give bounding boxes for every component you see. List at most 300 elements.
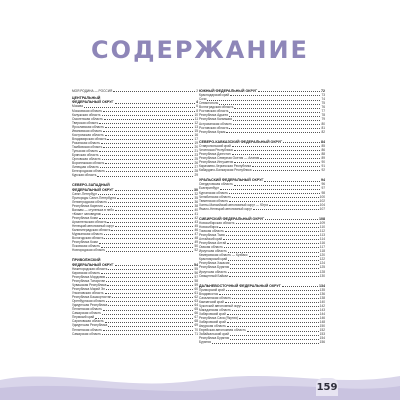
leader-dots: [230, 335, 319, 336]
entry-title: Костромская область: [72, 132, 104, 137]
leader-dots: [111, 230, 193, 231]
entry-title: Тамбовская область: [72, 144, 103, 149]
leader-dots: [219, 104, 320, 105]
section-title-line: ФЕДЕРАЛЬНЫЙ ОКРУГ: [72, 262, 114, 267]
entry-page-number: 38: [194, 203, 198, 208]
entry-title: Республика Калмыкия: [199, 117, 233, 122]
entry-page-number: 90: [321, 160, 325, 165]
entry-page-number: 20: [194, 144, 198, 149]
entry-title: Сахалинская область: [199, 295, 232, 300]
leader-dots: [106, 301, 193, 302]
leader-dots: [103, 310, 193, 311]
entry-title: Чукотский автономный округ: [199, 303, 242, 308]
entry-title: Владивосток: [199, 291, 219, 296]
entry-title: Пермский край: [72, 315, 95, 320]
leader-dots: [115, 210, 194, 211]
entry-page-number: 58: [194, 278, 198, 283]
entry-page-number: 65: [194, 307, 198, 312]
entry-title: Священный Байкал: [199, 273, 229, 278]
section-page-number: 94: [321, 178, 325, 183]
entry-page-number: 28: [194, 169, 198, 174]
leader-dots: [234, 185, 321, 186]
section-page-number: 54: [194, 262, 198, 267]
entry-title: Челябинская область: [199, 194, 231, 199]
entry-page-number: 52: [194, 248, 198, 253]
entry-page-number: 91: [321, 164, 325, 169]
entry-title: Калужская область: [72, 112, 101, 117]
leader-dots: [258, 91, 320, 92]
section-page-number: 4: [196, 100, 198, 105]
entry-page-number: 23: [194, 153, 198, 158]
entry-title: Астраханская область: [199, 121, 233, 126]
leader-dots: [95, 318, 193, 319]
section-title-line: СЕВЕРО-КАВКАЗСКИЙ ФЕДЕРАЛЬНЫЙ ОКРУГ: [199, 139, 283, 144]
leader-dots: [253, 170, 321, 171]
section-title-line: УРАЛЬСКИЙ ФЕДЕРАЛЬНЫЙ ОКРУГ: [199, 178, 264, 183]
entry-title: Удмуртская Республика: [72, 303, 108, 308]
entry-title: Карачаево-Черкесская Республика: [199, 164, 251, 169]
leader-dots: [228, 272, 319, 273]
entry-title: Тюменская область: [199, 198, 229, 203]
entry-page-number: 67: [194, 315, 198, 320]
entry-title: Самарская область: [72, 311, 102, 316]
entry-title: Курганская область: [199, 190, 229, 195]
leader-dots: [230, 268, 319, 269]
section-title-line: СИБИРСКИЙ ФЕДЕРАЛЬНЫЙ ОКРУГ: [199, 216, 265, 221]
leader-dots: [104, 119, 194, 120]
entry-title: Москва: [72, 104, 83, 109]
entry-page-number: 120: [319, 253, 325, 258]
entry-title: Чеченская Республика: [199, 147, 233, 152]
entry-title: Ханты-Мансийский автономный округ — Югра: [199, 202, 268, 207]
entry-title: Вологодская область: [72, 236, 104, 241]
entry-title: Московская область: [72, 108, 103, 113]
entry-page-number: 109: [319, 220, 325, 225]
entry-page-number: 102: [319, 198, 325, 203]
entry-page-number: 138: [319, 295, 325, 300]
leader-dots: [227, 314, 319, 315]
leader-dots: [106, 171, 193, 172]
leader-dots: [103, 111, 195, 112]
leader-dots: [106, 289, 194, 290]
entry-page-number: 11: [194, 116, 198, 121]
entry-title: Свердловская область: [199, 182, 233, 187]
entry-title: Республика Тыва: [199, 233, 225, 238]
section-page-number: 72: [321, 89, 325, 93]
entry-title: Липецкая область: [72, 165, 99, 170]
leader-dots: [106, 251, 193, 252]
entry-page-number: 153: [319, 332, 325, 337]
leader-dots: [113, 91, 195, 92]
entry-page-number: 56: [194, 270, 198, 275]
leader-dots: [115, 103, 195, 104]
entry-page-number: 36: [194, 199, 198, 204]
section-title-line: ЮЖНЫЙ ФЕДЕРАЛЬНЫЙ ОКРУГ: [199, 89, 258, 93]
entry-page-number: 97: [321, 186, 325, 191]
entry-title: Чувашская Республика: [72, 283, 107, 287]
entry-title: Республика Саха (Якутия): [199, 316, 238, 321]
entry-title: Нижегородская область: [72, 266, 108, 271]
leader-dots: [100, 167, 194, 168]
toc-section-heading[interactable]: [72, 183, 198, 191]
entry-page-number: 40: [194, 207, 198, 212]
entry-page-number: 10: [194, 112, 198, 117]
entry-title: Приморский край: [199, 287, 225, 292]
entry-title: Красноярский край: [199, 257, 228, 262]
entry-title: Республика Хакасия: [199, 261, 230, 266]
entry-page-number: 43: [194, 220, 198, 225]
leader-dots: [234, 108, 320, 109]
leader-dots: [233, 120, 320, 121]
entry-page-number: 144: [319, 312, 325, 317]
entry-page-number: 15: [194, 128, 198, 133]
entry-title: Воронежская область: [72, 161, 105, 166]
leader-dots: [227, 322, 319, 323]
entry-title: Сочи: [199, 97, 207, 102]
entry-page-number: 48: [194, 236, 198, 241]
section-title-line: ПРИВОЛЖСКИЙ: [72, 258, 101, 263]
section-title-line: ФЕДЕРАЛЬНЫЙ ОКРУГ: [72, 187, 114, 192]
entry-page-number: 124: [319, 261, 325, 266]
entry-page-number: 63: [194, 299, 198, 304]
leader-dots: [105, 163, 193, 164]
entry-title: Белгородская область: [72, 169, 106, 174]
entry-title: Самарская область: [72, 331, 102, 336]
entry-page-number: 116: [319, 241, 325, 246]
toc-section-heading[interactable]: [72, 96, 198, 104]
leader-dots: [105, 293, 194, 294]
entry-title: Республика Марий Эл: [72, 287, 105, 292]
entry-title: Республика Коми: [72, 240, 98, 245]
leader-dots: [104, 238, 193, 239]
entry-page-number: 88: [321, 151, 325, 156]
leader-dots: [102, 314, 193, 315]
leader-dots: [207, 100, 320, 101]
entry-title: Мурманская область: [72, 232, 103, 237]
entry-page-number: 68: [194, 319, 198, 324]
leader-dots: [264, 181, 320, 182]
leader-dots: [229, 112, 320, 113]
entry-page-number: 82: [321, 129, 325, 134]
entry-title: Амурская область: [199, 324, 226, 329]
toc-left-column: [72, 89, 198, 336]
entry-page-number: 27: [194, 165, 198, 170]
entry-page-number: 47: [194, 232, 198, 237]
leader-dots: [108, 326, 193, 327]
leader-dots: [232, 298, 319, 299]
entry-page-number: 117: [319, 245, 325, 250]
entry-page-number: 156: [319, 340, 325, 345]
leader-dots: [107, 222, 193, 223]
entry-title: Республика Адыгея: [199, 113, 229, 118]
leader-dots: [105, 322, 194, 323]
entry-page-number: 136: [319, 291, 325, 296]
leader-dots: [105, 127, 193, 128]
entry-page-number: 41: [194, 211, 198, 216]
leader-dots: [101, 143, 193, 144]
entry-title: Омская область: [199, 245, 223, 250]
entry-page-number: 73: [321, 93, 325, 98]
leader-dots: [229, 276, 318, 277]
leader-dots: [229, 193, 320, 194]
entry-title: Ростовская область: [199, 125, 229, 130]
leader-dots: [223, 239, 319, 240]
entry-title: Ульяновская область: [72, 291, 104, 296]
decorative-wave: [0, 340, 400, 400]
leader-dots: [115, 265, 193, 266]
entry-page-number: 104: [319, 202, 325, 207]
entry-page-number: 89: [321, 156, 325, 161]
leader-dots: [107, 139, 193, 140]
leader-dots: [103, 131, 193, 132]
entry-page-number: 78: [321, 113, 325, 118]
leader-dots: [99, 123, 193, 124]
entry-page-number: 135: [319, 287, 325, 292]
entry-title: Новосибирская область: [199, 220, 235, 225]
leader-dots: [236, 223, 319, 224]
entry-title: Бурятия: [199, 340, 212, 345]
section-title-line: ФЕДЕРАЛЬНЫЙ ОКРУГ: [72, 100, 114, 105]
entry-title: Алтайский край: [199, 237, 223, 242]
entry-title: Кировская область: [72, 270, 101, 275]
leader-dots: [234, 150, 321, 151]
entry-title: Ставропольский край: [199, 143, 231, 148]
entry-title: Курская область: [72, 173, 97, 178]
entry-page-number: 21: [194, 148, 198, 153]
entry-page-number: 59: [194, 283, 198, 287]
entry-page-number: 85: [321, 143, 325, 148]
leader-dots: [105, 135, 194, 136]
leader-dots: [106, 281, 193, 282]
entry-page-number: 60: [194, 287, 198, 292]
entry-title: Ямало-Ненецкий автономный округ: [199, 206, 252, 211]
entry-page-number: 79: [321, 117, 325, 122]
entry-title: Тверская область: [72, 120, 99, 125]
toc-right-column: [199, 89, 325, 344]
section-title-line: СЕВЕРО-ЗАПАДНЫЙ: [72, 183, 110, 188]
leader-dots: [106, 277, 193, 278]
entry-page-number: 6: [196, 104, 198, 109]
entry-page-number: 110: [319, 224, 325, 229]
entry-page-number: 125: [319, 265, 325, 270]
leader-dots: [232, 197, 319, 198]
leader-dots: [102, 214, 194, 215]
entry-page-number: 128: [319, 269, 325, 274]
entry-page-number: 112: [319, 229, 325, 234]
entry-title: Оренбургская область: [72, 299, 106, 304]
entry-title: Новгородская область: [72, 248, 106, 253]
entry-title: Забайкальский край: [199, 332, 229, 337]
leader-dots: [225, 231, 319, 232]
entry-title: Томская область: [199, 229, 224, 234]
entry-title: Екатеринбург: [199, 186, 220, 191]
entry-page-number: 42: [194, 215, 198, 220]
leader-dots: [252, 166, 320, 167]
entry-title: Рязанская область: [72, 140, 100, 145]
entry-title: Камчатский край: [199, 299, 224, 304]
leader-dots: [220, 189, 320, 190]
entry-page-number: 16: [194, 132, 198, 137]
toc-section-heading[interactable]: [72, 258, 198, 266]
entry-page-number: 2: [196, 89, 198, 93]
entry-page-number: 50: [194, 244, 198, 249]
entry-page-number: 35: [194, 195, 198, 200]
entry-page-number: 29: [194, 173, 198, 178]
leader-dots: [108, 202, 193, 203]
entry-page-number: 70: [194, 327, 198, 332]
entry-title: Республика Бурятия: [199, 265, 230, 270]
entry-page-number: 66: [194, 311, 198, 316]
entry-page-number: 146: [319, 316, 325, 321]
entry-page-number: 75: [321, 101, 325, 106]
leader-dots: [99, 243, 194, 244]
leader-dots: [99, 151, 193, 152]
leader-dots: [219, 294, 319, 295]
entry-page-number: 8: [196, 108, 198, 113]
entry-title: Республика Северная Осетия — Алания: [199, 156, 260, 161]
entry-title: Ненецкий автономный округ: [72, 224, 114, 229]
entry-page-number: 113: [319, 233, 325, 238]
entry-page-number: 100: [319, 194, 325, 199]
entry-page-number: 61: [194, 291, 198, 296]
entry-title: Республика Бурятия: [199, 336, 230, 341]
leader-dots: [226, 290, 319, 291]
page-number: 159: [316, 378, 338, 396]
entry-page-number: 64: [194, 303, 198, 308]
entry-title: Хабаровский край: [199, 312, 226, 317]
entry-title: Архангельская область: [72, 220, 107, 225]
entry-title: Тульская область: [72, 148, 99, 153]
leader-dots: [227, 243, 319, 244]
entry-page-number: 17: [194, 136, 198, 141]
entry-page-number: 81: [321, 125, 325, 130]
entry-page-number: 77: [321, 109, 325, 114]
section-title-line: ЦЕНТРАЛЬНЫЙ: [72, 96, 101, 101]
entry-title: Республика Коми: [72, 215, 98, 220]
leader-dots: [233, 124, 320, 125]
entry-page-number: 118: [319, 249, 325, 254]
leader-dots: [260, 158, 320, 159]
entry-title: Псковская область: [72, 244, 100, 249]
leader-dots: [112, 297, 193, 298]
leader-dots: [239, 318, 319, 319]
leader-dots: [282, 286, 318, 287]
section-page-number: 84: [321, 139, 325, 144]
leader-dots: [228, 260, 318, 261]
entry-page-number: 86: [321, 147, 325, 152]
entry-title: МОЯ РОДИНА — РОССИЯ: [72, 89, 113, 93]
leader-dots: [102, 159, 194, 160]
entry-title: Республика Ингушетия: [199, 160, 234, 165]
leader-dots: [232, 310, 319, 311]
entry-page-number: 98: [321, 190, 325, 195]
leader-dots: [103, 147, 193, 148]
leader-dots: [101, 273, 193, 274]
entry-page-number: 80: [321, 121, 325, 126]
entry-title: Кемеровская область — Кузбасс: [199, 253, 248, 258]
entry-title: Санкт-Петербург: [72, 191, 97, 196]
entry-title: Магаданская область: [199, 308, 231, 313]
section-title-line: ДАЛЬНЕВОСТОЧНЫЙ ФЕДЕРАЛЬНЫЙ ОКРУГ: [199, 283, 281, 288]
section-page-number: 134: [319, 283, 325, 288]
leader-dots: [108, 269, 193, 270]
entry-title: Ленинградская область: [72, 199, 107, 204]
leader-dots: [99, 218, 194, 219]
leader-dots: [108, 305, 193, 306]
entry-page-number: 148: [319, 320, 325, 325]
entry-page-number: 71: [194, 331, 198, 336]
entry-title: Республика Дагестан: [199, 151, 231, 156]
leader-dots: [230, 264, 318, 265]
leader-dots: [103, 330, 193, 331]
entry-page-number: 114: [319, 237, 325, 242]
entry-title: Хабаровский край: [199, 320, 226, 325]
leader-dots: [115, 190, 193, 191]
leader-dots: [102, 334, 193, 335]
entry-page-number: 25: [194, 157, 198, 162]
leader-dots: [269, 205, 319, 206]
toc-entry[interactable]: [72, 332, 198, 336]
leader-dots: [104, 234, 193, 235]
leader-dots: [242, 306, 318, 307]
entry-page-number: 150: [319, 324, 325, 329]
entry-page-number: 46: [194, 228, 198, 233]
leader-dots: [224, 247, 319, 248]
leader-dots: [115, 226, 193, 227]
entry-page-number: 13: [194, 124, 198, 129]
entry-page-number: 130: [319, 273, 325, 278]
entry-title: Валаам — ступенька в небо: [72, 207, 114, 212]
entry-page-number: 92: [321, 168, 325, 173]
leader-dots: [249, 256, 319, 257]
entry-page-number: 49: [194, 240, 198, 245]
page-title: СОДЕРЖАНИЕ: [91, 36, 309, 64]
entry-title: Новосибирск: [199, 224, 219, 229]
entry-title: Республика Карелия: [72, 203, 103, 208]
entry-title: Республика Крым: [199, 129, 226, 134]
leader-dots: [229, 128, 320, 129]
entry-title: Ростовская область: [199, 109, 229, 114]
entry-page-number: 57: [194, 274, 198, 279]
leader-dots: [232, 146, 321, 147]
entry-title: Владимирская область: [72, 136, 107, 141]
leader-dots: [104, 206, 194, 207]
entry-page-number: 12: [194, 120, 198, 125]
entry-title: Орловская область: [72, 157, 101, 162]
leader-dots: [102, 115, 194, 116]
leader-dots: [230, 95, 320, 96]
entry-title: Ивановская область: [72, 128, 103, 133]
entry-title: Республика Татарстан: [72, 278, 106, 283]
entry-page-number: 19: [194, 140, 198, 145]
entry-title: Иркутская область: [199, 249, 227, 254]
entry-page-number: 152: [319, 328, 325, 333]
entry-title: Саратовская область: [72, 319, 104, 324]
entry-title: Волгоградская область: [199, 105, 234, 110]
entry-page-number: 62: [194, 295, 198, 300]
entry-page-number: 32: [194, 191, 198, 196]
entry-title: Республика Башкортостан: [72, 295, 112, 300]
entry-page-number: 26: [194, 161, 198, 166]
entry-page-number: 154: [319, 336, 325, 341]
leader-dots: [283, 142, 320, 143]
entry-title: Республика Алтай: [199, 241, 227, 246]
entry-title: Иркутская область: [199, 269, 227, 274]
entry-page-number: 142: [319, 303, 325, 308]
section-page-number: 108: [319, 216, 325, 221]
leader-dots: [265, 219, 318, 220]
entry-title: Республика Мордовия: [72, 274, 106, 279]
